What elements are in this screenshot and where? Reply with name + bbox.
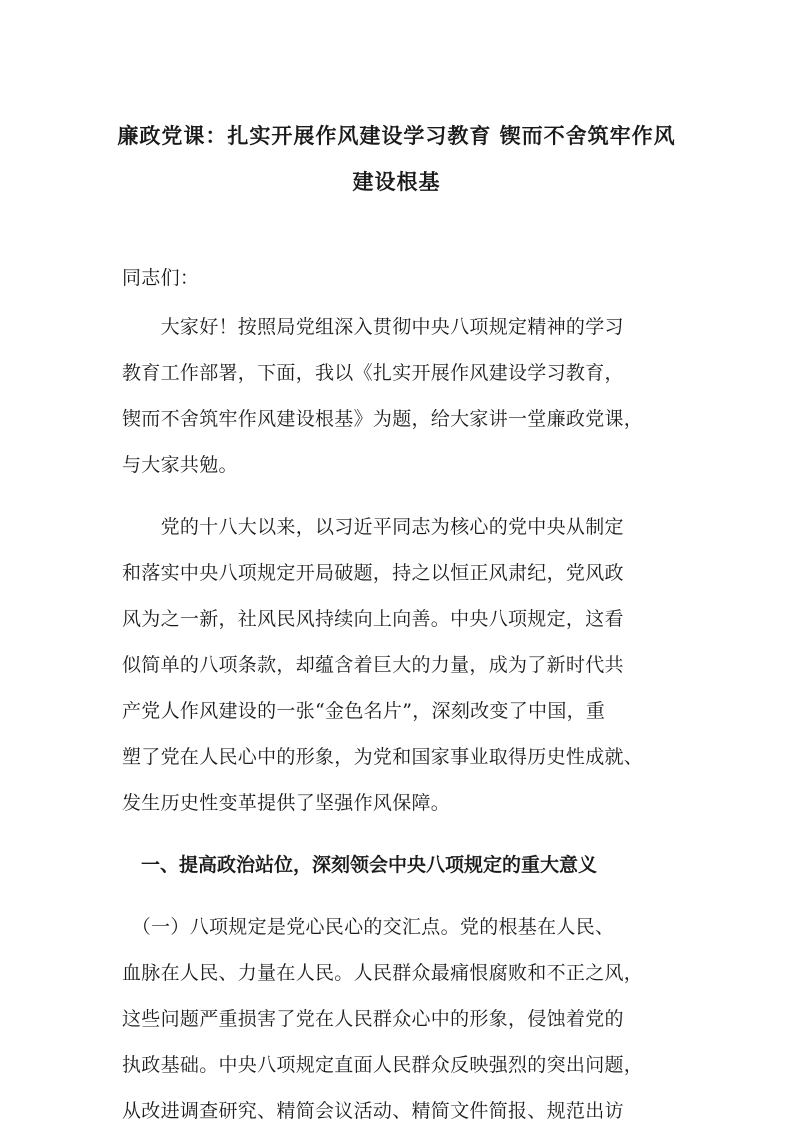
paragraph-1-line: 与大家共勉。 [122, 454, 238, 476]
salutation: 同志们： [122, 267, 200, 289]
document-title-line-1: 廉政党课：扎实开展作风建设学习教育 锲而不舍筑牢作风 [117, 123, 676, 148]
section-paragraph-line: 这些问题严重损害了党在人民群众心中的形象，侵蚀着党的 [122, 1008, 624, 1030]
document-title-line-2: 建设根基 [352, 169, 441, 194]
paragraph-2-line: 风为之一新，社风民风持续向上向善。中央八项规定，这看 [122, 608, 624, 630]
paragraph-1-line: 教育工作部署，下面，我以《扎实开展作风建设学习教育， [122, 362, 624, 384]
section-paragraph-line: 执政基础。中央八项规定直面人民群众反映强烈的突出问题， [122, 1054, 644, 1076]
paragraph-2-line: 党的十八大以来，以习近平同志为核心的党中央从制定 [122, 516, 624, 538]
paragraph-2-line: 塑了党在人民心中的形象，为党和国家事业取得历史性成就、 [122, 746, 644, 768]
paragraph-2-line: 和落实中央八项规定开局破题，持之以恒正风肃纪，党风政 [122, 562, 624, 584]
paragraph-2-line: 产党人作风建设的一张“金色名片”，深刻改变了中国，重 [122, 700, 606, 722]
paragraph-1-line: 锲而不舍筑牢作风建设根基》为题，给大家讲一堂廉政党课， [122, 408, 644, 430]
section-paragraph-line: （一）八项规定是党心民心的交汇点。党的根基在人民、 [122, 916, 615, 938]
paragraph-2-line: 发生历史性变革提供了坚强作风保障。 [122, 792, 451, 814]
section-heading: 一、提高政治站位，深刻领会中央八项规定的重大意义 [122, 854, 598, 876]
section-paragraph-line: 从改进调查研究、精简会议活动、精简文件简报、规范出访 [122, 1100, 624, 1122]
section-paragraph-line: 血脉在人民、力量在人民。人民群众最痛恨腐败和不正之风， [122, 962, 644, 984]
paragraph-2-line: 似简单的八项条款，却蕴含着巨大的力量，成为了新时代共 [122, 654, 624, 676]
paragraph-1-line: 大家好！按照局党组深入贯彻中央八项规定精神的学习 [122, 316, 624, 338]
